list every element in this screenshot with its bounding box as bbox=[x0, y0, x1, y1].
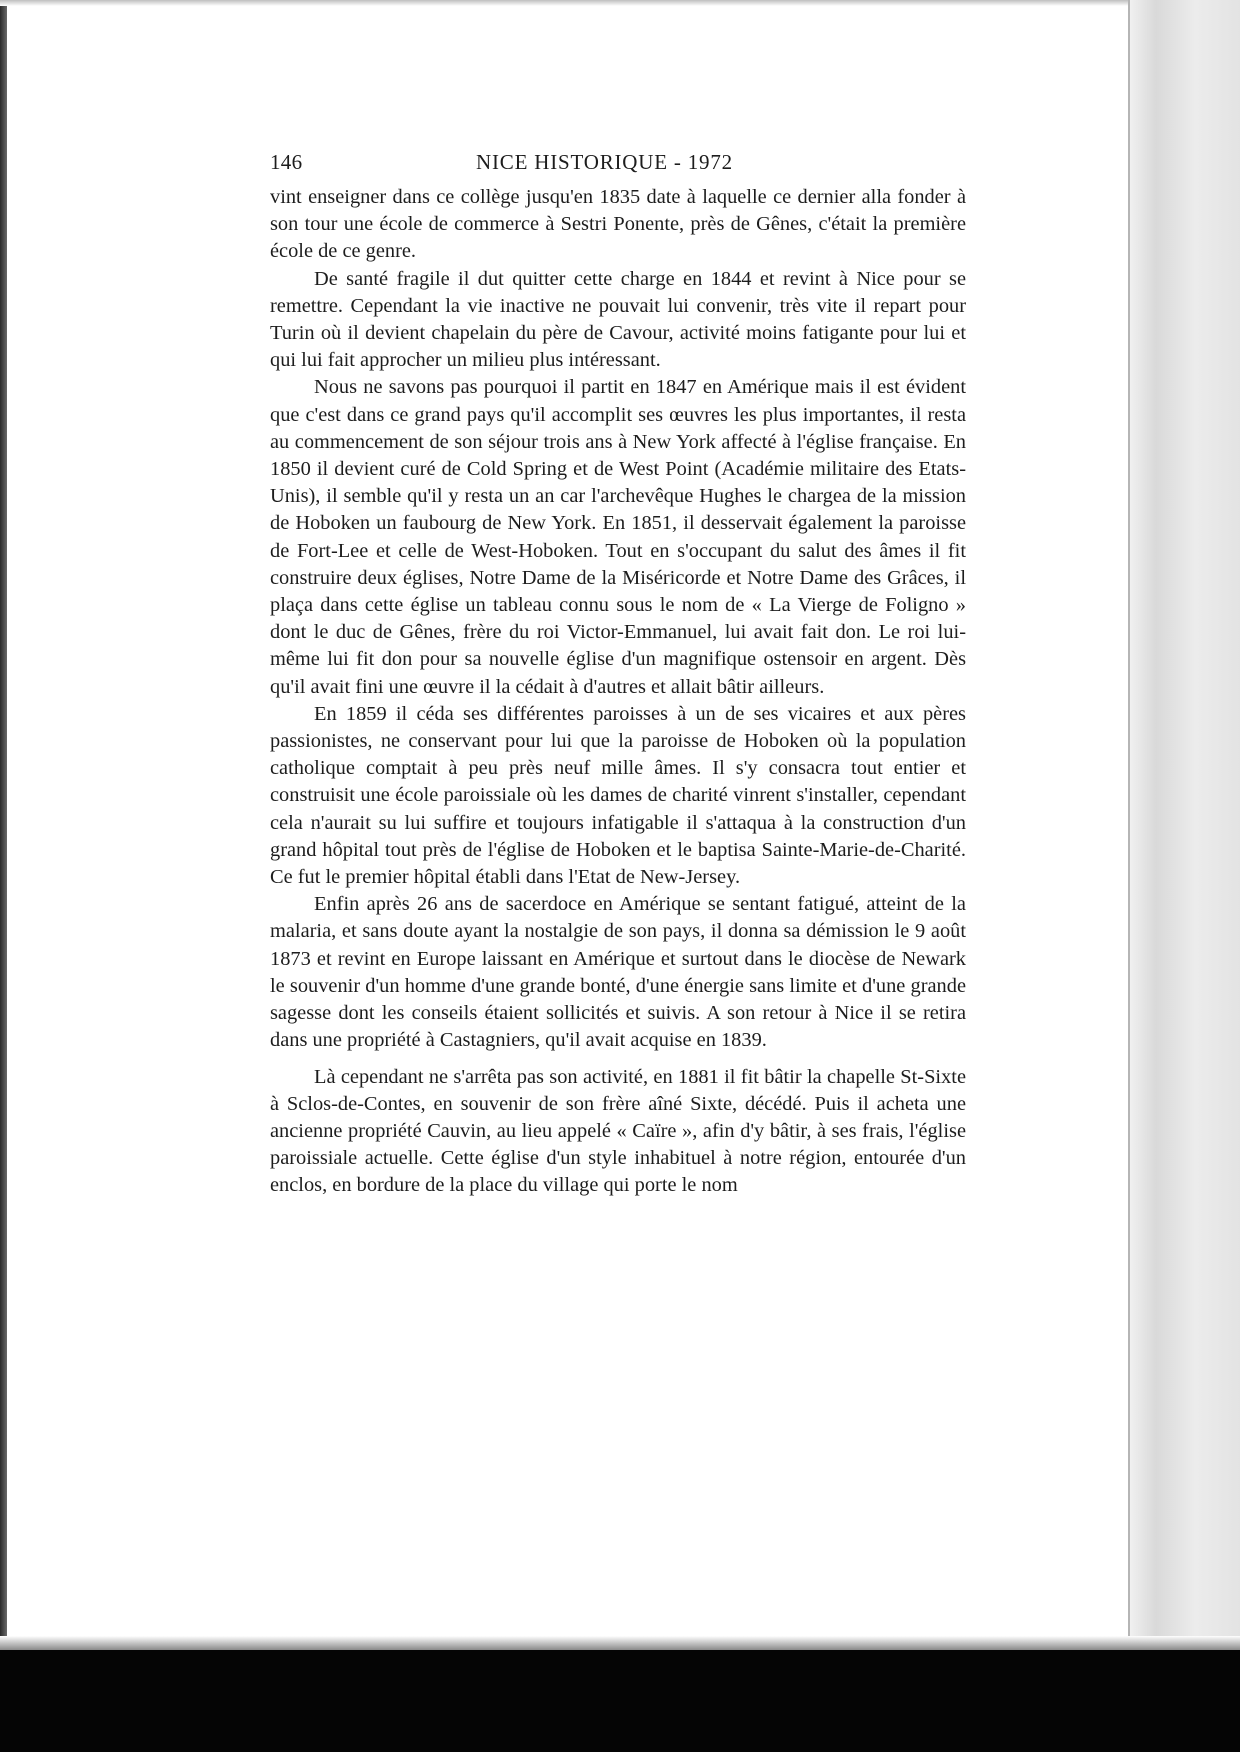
scan-bottom-fade bbox=[0, 1636, 1240, 1650]
running-title: NICE HISTORIQUE - 1972 bbox=[476, 150, 733, 174]
page-gutter-line bbox=[1128, 0, 1130, 1650]
paragraph: De santé fragile il dut quitter cette charge en 1844 et revint à Nice pour se remettre. Cependant la vie inactive ne pouvait lui convenir, très vite il repart pour Turin où il devient chapelain du père de Cavour, activité moins fatigante pour lui et qui lui fait approcher un milieu plus intéressant. bbox=[270, 267, 966, 372]
scan-top-edge bbox=[0, 0, 1240, 6]
paragraph: Enfin après 26 ans de sacerdoce en Amérique se sentant fatigué, atteint de la malaria, et sans doute ayant la nostalgie de son pays, il donna sa démission le 9 août 1873 et revint en Europe laissant en Amérique et surtout dans le diocèse de Newark le souvenir d'un homme d'une grande bonté, d'une énergie sans limite et d'une grande sagesse dont les conseils étaient sollicités et suivis. A son retour à Nice il se retira dans une propriété à Castagniers, qu'il avait acquise en 1839. bbox=[270, 893, 966, 1052]
paragraph: Là cependant ne s'arrêta pas son activité, en 1881 il fit bâtir la chapelle St-Sixte à Sclos-de-Contes, en souvenir de son frère aîné Sixte, décédé. Puis il acheta une ancienne propriété Cauvin, au lieu appelé « Caïre », afin d'y bâtir, à ses frais, l'église paroissiale actuelle. Cette église d'un style inhabituel à notre région, entourée d'un enclos, en bordure de la place du village qui porte le nom bbox=[270, 1065, 966, 1197]
facing-page-edge bbox=[1128, 0, 1240, 1650]
paragraph: En 1859 il céda ses différentes paroisses à un de ses vicaires et aux pères passionistes, ne conservant pour lui que la paroisse de Hoboken où la population catholique comptait à peu près neuf mille âmes. Il s'y consacra tout entier et construisit une école paroissiale où les dames de charité vinrent s'installer, cependant cela n'aurait su lui suffire et toujours infatigable il s'attaqua à la construction d'un grand hôpital tout près de l'église de Hoboken et le baptisa Sainte-Marie-de-Charité. Ce fut le premier hôpital établi dans l'Etat de New-Jersey. bbox=[270, 702, 966, 889]
page-body bbox=[270, 184, 966, 1200]
book-page bbox=[270, 142, 966, 1200]
scan-left-edge bbox=[0, 0, 7, 1752]
running-head bbox=[270, 142, 966, 182]
scan-bottom-band bbox=[0, 1650, 1240, 1752]
paragraph: Nous ne savons pas pourquoi il partit en 1847 en Amérique mais il est évident que c'est dans ce grand pays qu'il accomplit ses œuvres les plus importantes, il resta au commencement de son séjour trois ans à New York affecté à l'église française. En 1850 il devient curé de Cold Spring et de West Point (Académie militaire des Etats-Unis), il semble qu'il y resta un an car l'archevêque Hughes le chargea de la mission de Hoboken un faubourg de New York. En 1851, il desservait également la paroisse de Fort-Lee et celle de West-Hoboken. Tout en s'occupant du salut des âmes il fit construire deux églises, Notre Dame de la Miséricorde et Notre Dame des Grâces, il plaça dans cette église un tableau connu sous le nom de « La Vierge de Foligno » dont le duc de Gênes, frère du roi Victor-Emmanuel, lui avait fait don. Le roi lui-même lui fit don pour sa nouvelle église d'un magnifique ostensoir en argent. Dès qu'il avait fini une œuvre il la cédait à d'autres et allait bâtir ailleurs. bbox=[270, 376, 966, 698]
paragraph: vint enseigner dans ce collège jusqu'en 1835 date à laquelle ce dernier alla fonder à son tour une école de commerce à Sestri Ponente, près de Gênes, c'était la première école de ce genre. bbox=[270, 186, 966, 263]
page-number: 146 bbox=[270, 150, 303, 174]
